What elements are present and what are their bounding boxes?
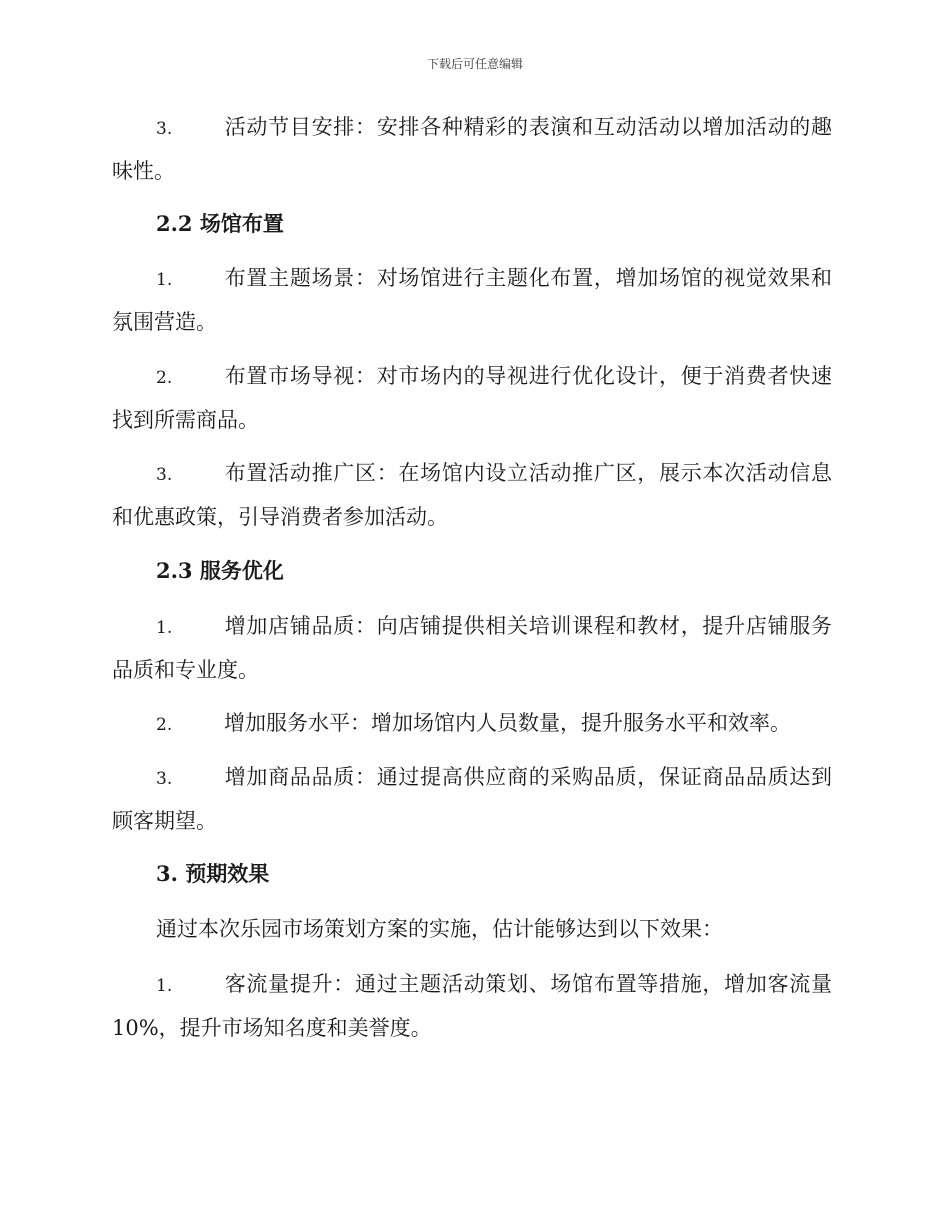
list-item (112, 355, 832, 441)
item-text: 增加店铺品质：向店铺提供相关培训课程和教材，提升店铺服务品质和专业度。 (112, 614, 832, 682)
list-item (112, 257, 832, 343)
item-text: 增加商品品质：通过提高供应商的采购品质，保证商品品质达到顾客期望。 (112, 765, 832, 833)
list-item (112, 963, 832, 1049)
list-item (112, 756, 832, 842)
item-text: 活动节目安排：安排各种精彩的表演和互动活动以增加活动的趣味性。 (112, 115, 832, 183)
item-number: 3. (156, 119, 173, 139)
item-text: 布置主题场景：对场馆进行主题化布置，增加场馆的视觉效果和氛围营造。 (112, 266, 832, 334)
item-text: 布置活动推广区：在场馆内设立活动推广区，展示本次活动信息和优惠政策，引导消费者参加活动。 (112, 461, 832, 529)
item-text: 客流量提升：通过主题活动策划、场馆布置等措施，增加客流量10%，提升市场知名度和美誉度。 (112, 972, 832, 1040)
item-number: 2. (156, 368, 173, 388)
item-text: 增加服务水平：增加场馆内人员数量，提升服务水平和效率。 (224, 711, 791, 735)
section-heading-3: 3. 预期效果 (156, 861, 270, 886)
item-number: 2. (156, 715, 173, 735)
section-heading-2-3: 2.3 服务优化 (156, 558, 284, 583)
item-number: 3. (156, 465, 173, 485)
item-number: 3. (156, 769, 173, 789)
intro-paragraph: 通过本次乐园市场策划方案的实施，估计能够达到以下效果： (156, 917, 723, 941)
item-number: 1. (156, 618, 173, 638)
list-item (112, 702, 832, 746)
page-header: 下载后可任意编辑 (426, 57, 523, 71)
list-item (112, 605, 832, 691)
list-item (112, 106, 832, 192)
list-item (112, 452, 832, 538)
item-number: 1. (156, 270, 173, 290)
item-text: 布置市场导视：对市场内的导视进行优化设计，便于消费者快速找到所需商品。 (112, 364, 832, 432)
item-number: 1. (156, 976, 173, 996)
section-heading-2-2: 2.2 场馆布置 (156, 211, 284, 236)
